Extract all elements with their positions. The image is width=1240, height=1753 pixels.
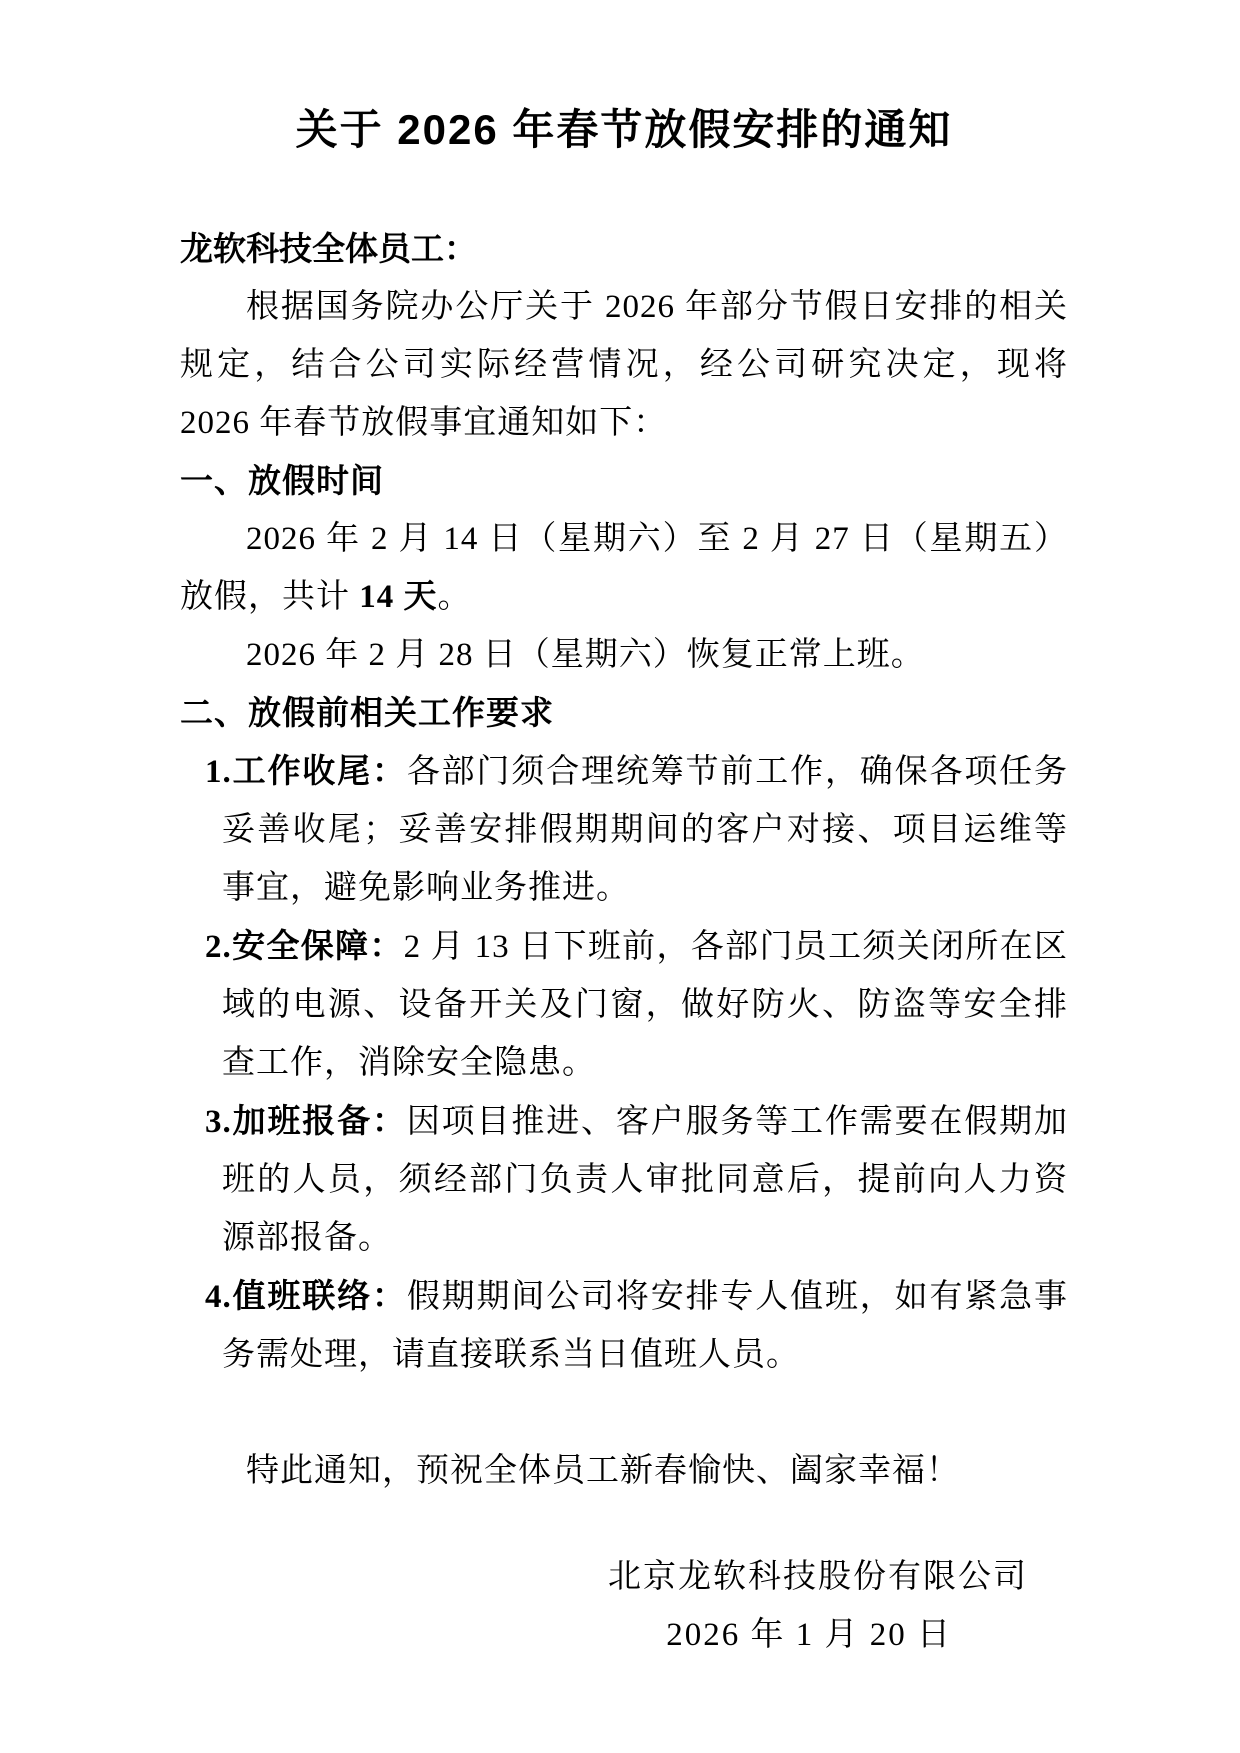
list-item — [180, 1092, 1068, 1267]
holiday-dates-period: 。 — [437, 579, 472, 615]
return-to-work-paragraph: 2026 年 2 月 28 日（星期六）恢复正常上班。 — [246, 637, 925, 673]
item-text: 各部门须合理统筹节前工作，确保各项任务妥善收尾；妥善安排假期期间的客户对接、项目运维等事宜，避免影响业务推进。 — [222, 754, 1068, 906]
item-label: 值班联络： — [231, 1277, 407, 1314]
signature-block — [180, 1548, 1068, 1664]
item-number: 2. — [205, 929, 232, 965]
document-title: 关于 2026 年春节放假安排的通知 — [295, 106, 953, 153]
closing-paragraph: 特此通知，预祝全体员工新春愉快、阖家幸福！ — [246, 1453, 960, 1489]
list-item — [180, 742, 1068, 917]
item-number: 4. — [205, 1279, 232, 1315]
item-text: 假期期间公司将安排专人值班，如有紧急事务需处理，请直接联系当日值班人员。 — [222, 1279, 1068, 1373]
item-label: 工作收尾： — [231, 752, 407, 789]
salutation: 龙软科技全体员工： — [180, 230, 477, 267]
section-2-heading: 二、放假前相关工作要求 — [180, 694, 554, 731]
holiday-dates-paragraph — [180, 510, 1068, 626]
holiday-days-count: 14 天 — [359, 579, 438, 615]
intro-paragraph: 根据国务院办公厅关于 2026 年部分节假日安排的相关规定，结合公司实际经营情况，经公司研究决定，现将 2026 年春节放假事宜通知如下： — [180, 289, 1068, 441]
list-item — [180, 1267, 1068, 1384]
item-text: 2 月 13 日下班前，各部门员工须关闭所在区域的电源、设备开关及门窗，做好防火、防盗等安全排查工作，消除安全隐患。 — [222, 929, 1069, 1081]
signature-company: 北京龙软科技股份有限公司 — [608, 1559, 1028, 1595]
holiday-dates-text: 2026 年 2 月 14 日（星期六）至 2 月 27 日（星期五）放假，共计 — [180, 521, 1068, 615]
item-number: 1. — [205, 754, 232, 790]
section-1-heading: 一、放假时间 — [180, 462, 384, 499]
work-requirements-list — [180, 742, 1068, 1384]
list-item — [180, 917, 1068, 1092]
item-text: 因项目推进、客户服务等工作需要在假期加班的人员，须经部门负责人审批同意后，提前向人力资源部报备。 — [222, 1104, 1068, 1256]
item-label: 安全保障： — [231, 927, 404, 964]
signature-date: 2026 年 1 月 20 日 — [666, 1617, 952, 1653]
item-label: 加班报备： — [231, 1102, 407, 1139]
item-number: 3. — [205, 1104, 232, 1140]
